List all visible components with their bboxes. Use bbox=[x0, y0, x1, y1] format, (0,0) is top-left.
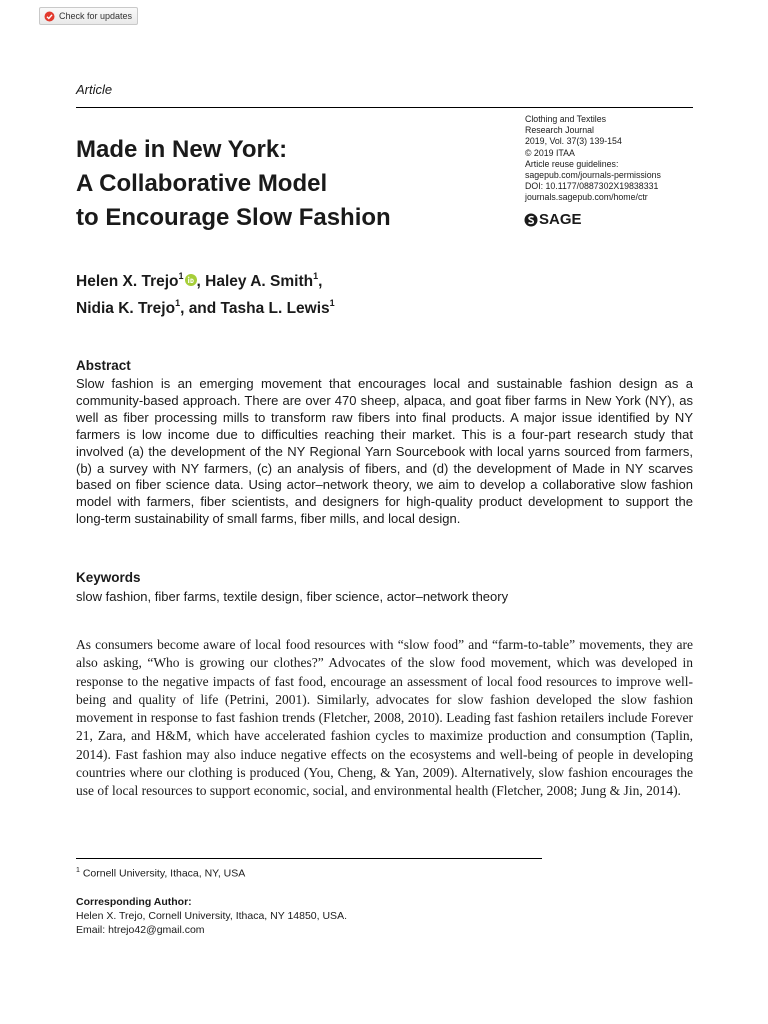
title-line: Made in New York: bbox=[76, 136, 288, 163]
article-type-label: Article bbox=[76, 82, 113, 97]
corresponding-author-heading: Corresponding Author: bbox=[76, 896, 192, 908]
journal-homepage-link[interactable]: journals.sagepub.com/home/ctr bbox=[525, 192, 648, 203]
journal-name: Research Journal bbox=[525, 125, 594, 136]
header-divider bbox=[76, 107, 693, 108]
footnote-divider bbox=[76, 858, 542, 859]
permissions-link[interactable]: sagepub.com/journals-permissions bbox=[525, 170, 661, 181]
body-paragraph: As consumers become aware of local food resources with “slow food” and “farm-to-table” movements, they are also asking, “Who is growing our clothes?” Advocates of the slow food movement, which was developed in response to the negative impacts of fast food, encourage an assessment of local food resources to improve well-being and quality of life (Petrini, 2001). Similarly, advocates for slow fashion developed the slow fashion movement in response to fast fashion trends (Fletcher, 2008, 2010). Leading fast fashion retailers include Forever 21, Zara, and H&M, which have accelerated fashion cycles to maximize production and consumption (Taplin, 2014). Fast fashion may also induce negative effects on the ecosystems and well-being of people in developing countries where our clothing is produced (You, Cheng, & Yan, 2009). Alternatively, slow fashion encourages the use of local resources to support economic, social, and environmental health (Fletcher, 2008; Jung & Jin, 2014). bbox=[76, 637, 693, 799]
affiliation-marker: 1 bbox=[329, 298, 335, 309]
sage-logo-icon bbox=[524, 213, 538, 227]
journal-name: Clothing and Textiles bbox=[525, 114, 607, 124]
doi[interactable]: DOI: 10.1177/0887302X19838331 bbox=[525, 181, 659, 192]
affiliation-text: Cornell University, Ithaca, NY, USA bbox=[79, 867, 246, 880]
keywords-text: slow fashion, fiber farms, textile design, fiber science, actor–network theory bbox=[76, 589, 509, 604]
author-name: Helen X. Trejo bbox=[76, 273, 179, 291]
sage-logo bbox=[524, 212, 582, 228]
affiliation-marker: 1 bbox=[178, 271, 184, 281]
title-line: A Collaborative Model bbox=[76, 170, 328, 197]
author-name: , Haley A. Smith bbox=[196, 273, 314, 291]
affiliation-marker: 1 bbox=[76, 867, 80, 874]
journal-volume: 2019, Vol. 37(3) 139-154 bbox=[525, 136, 622, 147]
affiliation-footnote bbox=[76, 867, 245, 880]
check-updates-label: Check for updates bbox=[59, 11, 133, 21]
check-updates-icon bbox=[44, 11, 55, 22]
author-separator: , bbox=[318, 273, 323, 291]
article-title bbox=[76, 133, 496, 235]
author-list bbox=[76, 266, 335, 320]
corresponding-author-email[interactable]: Email: htrejo42@gmail.com bbox=[76, 924, 205, 936]
corresponding-author-address: Helen X. Trejo, Cornell University, Ithaca, NY 14850, USA. bbox=[76, 910, 347, 922]
copyright: © 2019 ITAA bbox=[525, 147, 575, 158]
author-name: Nidia K. Trejo bbox=[76, 300, 176, 318]
abstract-heading: Abstract bbox=[76, 358, 131, 373]
title-line: to Encourage Slow Fashion bbox=[76, 204, 391, 231]
sage-logo-text: SAGE bbox=[539, 211, 582, 228]
abstract-text: Slow fashion is an emerging movement that encourages local and sustainable fashion design as a community-based approach. There are over 470 sheep, alpaca, and goat fiber farms in New York (NY), as well as fiber processing mills to transform raw fibers into final products. A major issue identified by NY farmers is low income due to difficulties reaching their market. This is a four-part research study that involved (a) the development of the NY Regional Yarn Sourcebook with local yarns sourced from farmers, (b) a survey with NY farmers, (c) an analysis of fibers, and (d) the development of Made in NY scarves based on fiber science data. Using actor–network theory, we aim to develop a collaborative slow fashion model with farmers, fiber scientists, and designers for high-quality product development to support the long-term sustainability of small farms, fiber mills, and local design. bbox=[76, 376, 693, 527]
check-for-updates-button[interactable] bbox=[39, 7, 138, 25]
affiliation-marker: 1 bbox=[313, 271, 319, 281]
author-name: , and Tasha L. Lewis bbox=[180, 300, 330, 318]
orcid-icon[interactable] bbox=[185, 271, 197, 283]
keywords-heading: Keywords bbox=[76, 570, 141, 585]
journal-info bbox=[525, 114, 661, 204]
affiliation-marker: 1 bbox=[175, 298, 181, 309]
reuse-label: Article reuse guidelines: bbox=[525, 158, 619, 169]
